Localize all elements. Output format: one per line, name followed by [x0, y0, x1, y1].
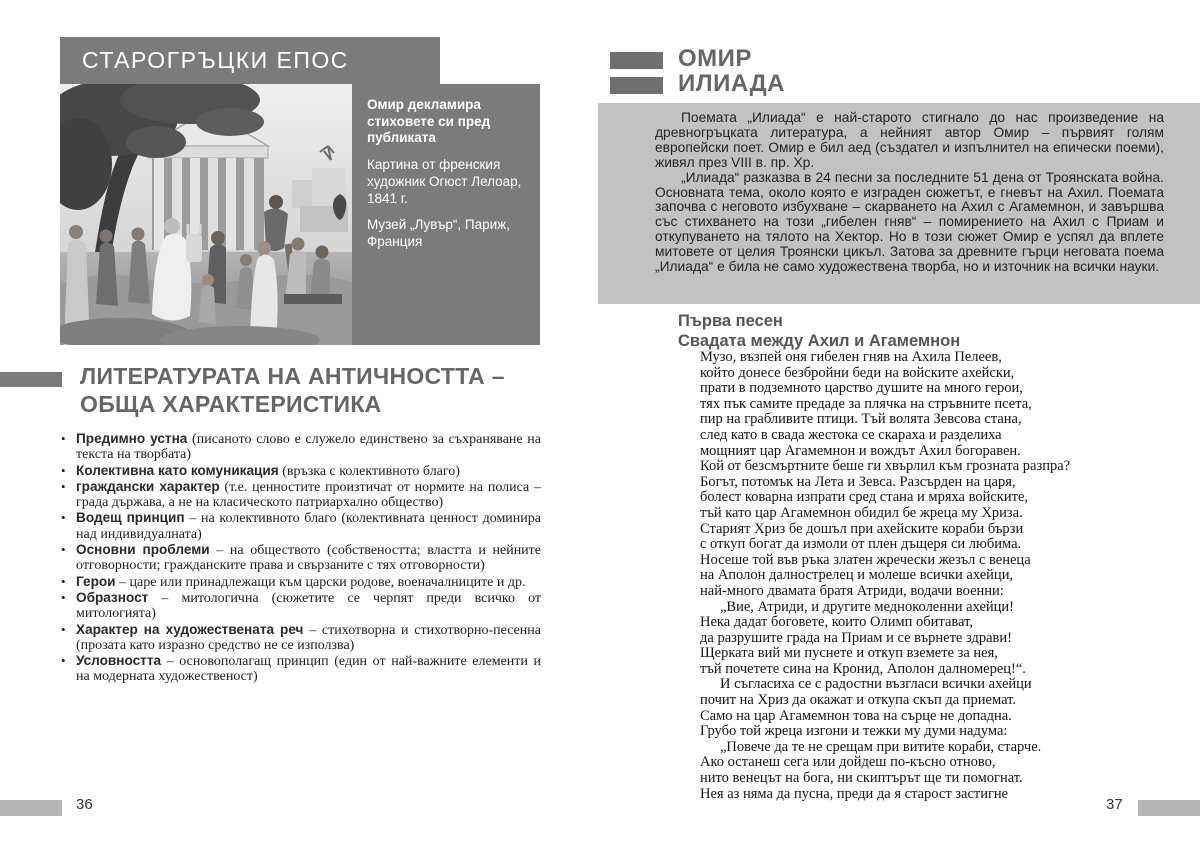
- list-item-term: Условността: [76, 653, 162, 669]
- poem-line: пир на грабливите птици. Тъй волята Зевсова стана,: [700, 411, 1022, 428]
- list-item: [60, 431, 541, 463]
- poem-line: Щерката вий ми пуснете и откуп вземете за нея,: [700, 645, 998, 662]
- characteristics-list: [60, 431, 541, 685]
- intro-box: [598, 103, 1200, 304]
- page-footer-bar-right: [1138, 800, 1200, 816]
- intro-paragraph-2: „Илиада“ разказва в 24 песни за последните 51 дена от Троянската война. Основната тема, около която е изграден сюжетът, е гневът на Ахил. Поемата започва с неговото избухване – скарването на Ахил с Агамемнон, и завършва със стихването на този „гибелен гняв“ – помирението на Ахил с Приам и откупуването на тялото на Хектор. Но в този сюжет Омир е успял да вплете митовете от целия Троянски цикъл. Затова за древните гърци неговата поема „Илиада“ е била не само художествена творба, но и източник на всички науки.: [655, 169, 1164, 275]
- list-item-text: – митологична (сюжетите се черпят преди всичко от митологията): [76, 590, 542, 622]
- list-item-term: граждански характер: [76, 478, 220, 494]
- list-item-term: Предимно устна: [76, 431, 188, 446]
- poem-line: Носеше той във ръка златен жречески жезъл с венеца: [700, 551, 1031, 568]
- poem-line: с откуп богат да измоли от плен дъщеря си любима.: [700, 536, 1022, 553]
- list-item: [60, 463, 541, 479]
- homer-painting-graphic: [60, 84, 352, 345]
- page-number-left: 36: [76, 796, 93, 813]
- chapter-banner: [60, 37, 440, 84]
- list-item-text: – стихотворна и стихотворно-песенна (прозата като изразно средство не се използва): [76, 622, 542, 653]
- list-item-term: Образност: [76, 589, 149, 605]
- homer-painting: [60, 84, 352, 345]
- poem-line: след като в свада жестока се скараха и разделиха: [700, 426, 1002, 443]
- list-item-text: – на колективното благо (колективната ценност доминира над индивидуалната): [76, 511, 541, 542]
- poem-text: [700, 350, 1175, 802]
- poem-line: нито венецът на бога, ни скиптърът ще ти помогнат.: [700, 770, 1023, 787]
- poem-line: Старият Хриз бе дошъл при ахейските кораби бързи: [700, 520, 1024, 537]
- work-title: ИЛИАДА: [678, 70, 785, 97]
- list-item: [60, 622, 541, 654]
- list-item-text: (т.е. ценностите произтичат от нормите на полиса – града държава, а не на класическото патриархално общество): [76, 479, 542, 511]
- poem-line: Музо, възпей оня гибелен гняв на Ахила Пелеев,: [700, 349, 1002, 365]
- poem-line: болест коварна изпрати сред стана и мряха войските,: [700, 489, 1028, 506]
- list-item-text: – царе или принадлежащи към царски родове, военачалниците и др.: [119, 574, 526, 590]
- list-item: [60, 574, 541, 590]
- poem-line: Богът, потомък на Лета и Зевса. Разсърден на царя,: [700, 473, 1016, 490]
- poem-line: Нея аз няма да пусна, преди да я старост застигне: [700, 785, 1009, 802]
- poem-line: И съгласиха се с радостни възгласи всички ахейци: [720, 676, 1032, 693]
- list-item-text: (писаното слово е служело единствено за съхраняване на текста на творбата): [76, 432, 542, 463]
- page-footer-bar-left: [0, 800, 62, 816]
- poem-line: Нека дадат боговете, които Олимп обитават,: [700, 614, 973, 631]
- figure-caption: [352, 84, 540, 345]
- list-item-term: Водещ принцип: [76, 510, 185, 526]
- author-title: ОМИР: [678, 45, 752, 72]
- caption-title: Омир декламира стиховете си пред публиката: [367, 97, 491, 146]
- list-item: [60, 653, 541, 685]
- title-accent-bar-1: [610, 52, 663, 69]
- poem-line: Само на цар Агамемнон това на сърце не допадна.: [700, 707, 1012, 724]
- poem-line: на Аполон далнострелец и молеше всички ахейци,: [700, 567, 1014, 584]
- list-item-text: – на обществото (собствеността; властта и нейните отговорности; гражданските права и свързаните с тях отговорности): [76, 543, 542, 574]
- title-accent-bar-2: [610, 77, 663, 94]
- poem-line: Кой от безсмъртните беше ги хвърлил към грозната разпра?: [700, 458, 1071, 475]
- song-subtitle-line1: Първа песен: [678, 312, 783, 330]
- list-item-term: Характер на художествената реч: [76, 621, 304, 637]
- poem-line: прати в подземното царство душите на много герои,: [700, 380, 1023, 397]
- poem-line: Ако останеш сега или дойдеш по-късно отново,: [700, 754, 996, 771]
- page-number-right: 37: [1106, 796, 1123, 813]
- poem-line: тъй почетете сина на Кронид, Аполон далномерец!“.: [700, 660, 1026, 677]
- section-title-line2: ОБЩА ХАРАКТЕРИСТИКА: [80, 391, 382, 417]
- intro-paragraph-1: Поемата „Илиада“ е най-старото стигнало до нас произведение на древногръцката литература, а нейният автор Омир – първият голям европейски поет. Омир е бил аед (създател и изпълнител на епически поеми), живял през VIII в. пр. Хр.: [655, 110, 1164, 170]
- poem-line: тъй като цар Агамемнон обидил бе жреца му Хриза.: [700, 504, 1023, 521]
- poem-line: най-много двамата братя Атриди, водачи военни:: [700, 582, 1004, 599]
- song-subtitle-line2: Свадата между Ахил и Агамемнон: [678, 332, 961, 350]
- list-item-text: (връзка с колективното благо): [282, 463, 460, 479]
- list-item-term: Герои: [76, 573, 116, 589]
- list-item-text: – основополагащ принцип (един от най-важните елементи и на модерната художественост): [76, 654, 541, 685]
- caption-museum: Музей „Лувър“, Париж, Франция: [367, 217, 510, 250]
- caption-artist: Картина от френския художник Огюст Лелоар, 1841 г.: [367, 157, 522, 206]
- list-item: [60, 479, 541, 511]
- chapter-title: СТАРОГРЪЦКИ ЕПОС: [82, 47, 349, 73]
- poem-line: да разрушите града на Приам и се върнете здрави!: [700, 629, 1012, 646]
- poem-line: тях пък самите предаде за плячка на стръвните псета,: [700, 395, 1032, 412]
- list-item: [60, 542, 541, 574]
- section-title-line1: ЛИТЕРАТУРАТА НА АНТИЧНОСТТА –: [80, 363, 505, 389]
- poem-line: „Повече да те не срещам при витите кораби, старче.: [720, 738, 1042, 755]
- poem-line: мощният цар Агамемнон и вождът Ахил богоравен.: [700, 442, 1021, 459]
- song-subtitle: [678, 311, 960, 351]
- list-item: [60, 510, 541, 542]
- poem-line: Грубо той жреца изгони и тежки му думи надума:: [700, 723, 1008, 740]
- list-item: [60, 590, 541, 622]
- poem-line: почит на Хриз да окажат и откупа скъп да приемат.: [700, 692, 1016, 709]
- poem-line: „Вие, Атриди, и другите медноколенни ахейци!: [720, 598, 1015, 615]
- list-item-term: Колективна като комуникация: [76, 462, 279, 478]
- poem-line: който донесе безбройни беди на войските ахейски,: [700, 364, 1015, 381]
- list-item-term: Основни проблеми: [76, 542, 210, 558]
- section-title: [80, 362, 555, 418]
- section-accent-bar: [0, 372, 62, 387]
